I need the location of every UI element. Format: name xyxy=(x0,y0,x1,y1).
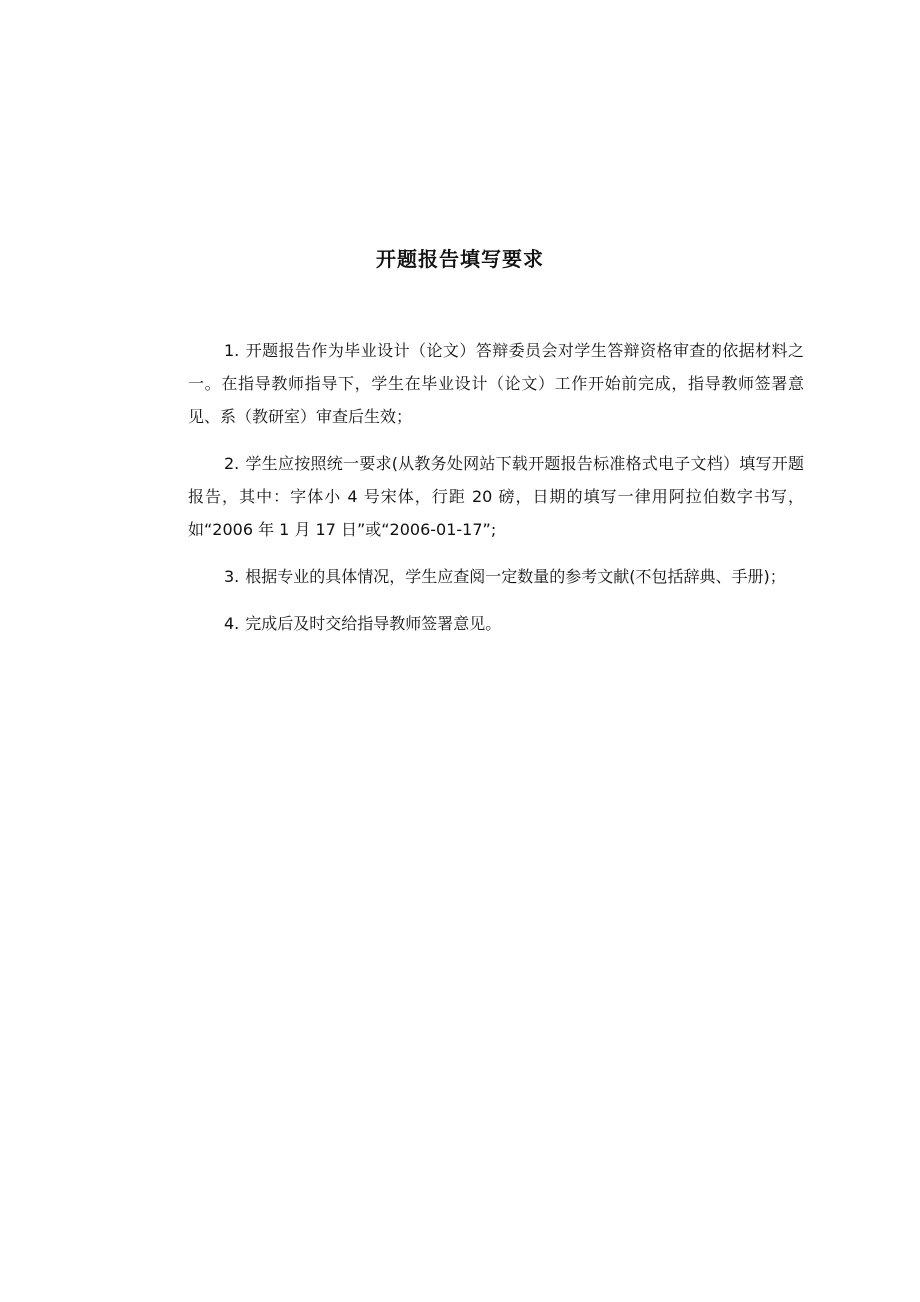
item-text: 完成后及时交给指导教师签署意见。 xyxy=(245,614,502,633)
list-item xyxy=(188,334,804,433)
item-text: 开题报告作为毕业设计（论文）答辩委员会对学生答辩资格审查的依据材料之一。在指导教师指导下，学生在毕业设计（论文）工作开始前完成，指导教师签署意见、系（教研室）审查后生效； xyxy=(188,341,804,426)
item-number: 4. xyxy=(224,614,240,633)
item-text: 根据专业的具体情况，学生应查阅一定数量的参考文献(不包括辞典、手册)； xyxy=(245,567,786,586)
item-text: 学生应按照统一要求(从教务处网站下载开题报告标准格式电子文档）填写开题报告，其中：字体小 4 号宋体，行距 20 磅，日期的填写一律用阿拉伯数字书写，如“2006 年 1 月 17 日”或“2006-01-17”; xyxy=(188,454,804,539)
item-number: 1. xyxy=(224,341,240,360)
item-number: 3. xyxy=(224,567,240,586)
page-title: 开题报告填写要求 xyxy=(376,247,544,271)
item-number: 2. xyxy=(224,454,240,473)
list-item xyxy=(188,560,804,593)
requirements-list xyxy=(188,334,804,654)
list-item xyxy=(188,607,804,640)
list-item xyxy=(188,447,804,546)
